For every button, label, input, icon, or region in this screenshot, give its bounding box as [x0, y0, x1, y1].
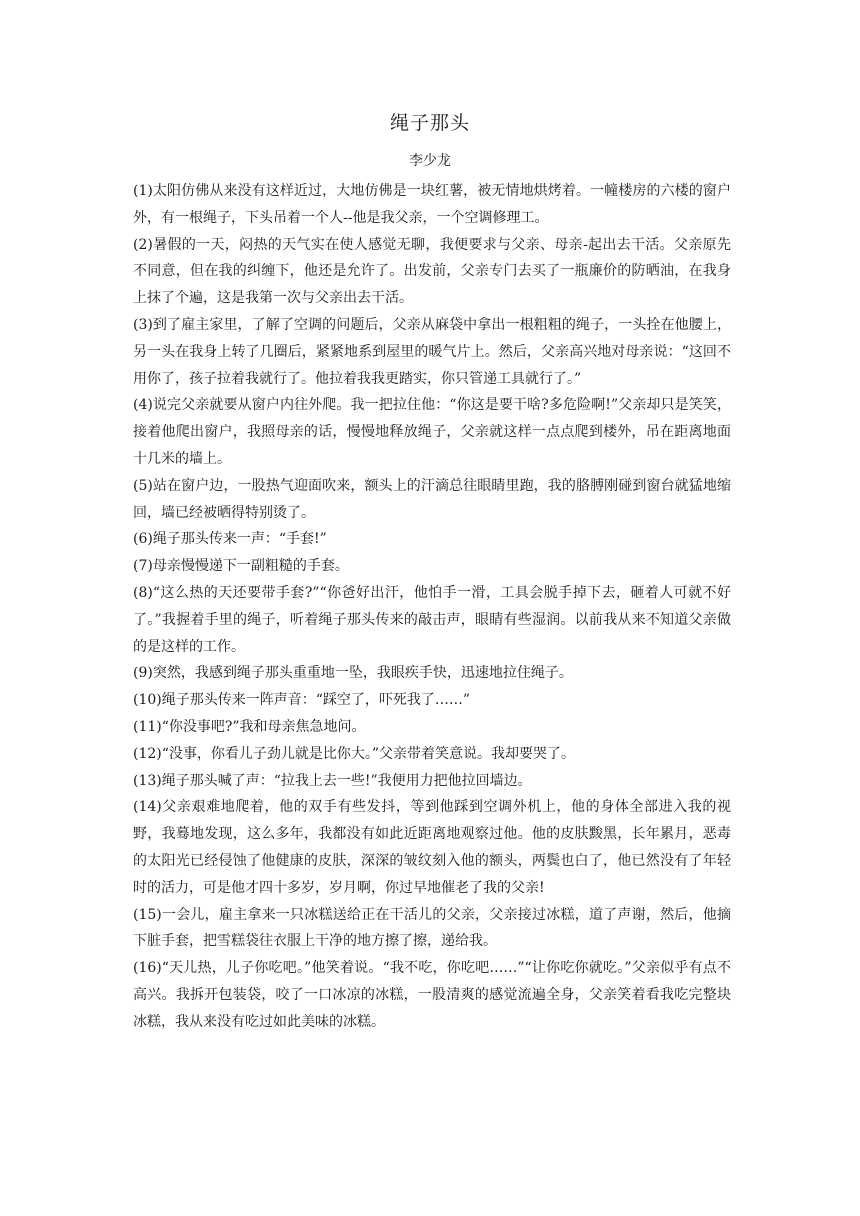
paragraph-14: (14)父亲艰难地爬着，他的双手有些发抖，等到他踩到空调外机上，他的身体全部进入我的视野，我蓦地发现，这么多年，我都没有如此近距离地观察过他。他的皮肤黢黑，长年累月，恶毒的太阳光已经侵蚀了他健康的皮肤，深深的皱纹刻入他的额头，两鬓也白了，他已然没有了年轻时的活力，可是他才四十多岁，岁月啊，你过早地催老了我的父亲! [133, 799, 731, 896]
paragraph-16: (16)“天儿热，儿子你吃吧。”他笑着说。“我不吃，你吃吧……”“让你吃你就吃。”父亲似乎有点不高兴。我拆开包装袋，咬了一口冰凉的冰糕，一股清爽的感觉流遍全身，父亲笑着看我吃完整块冰糕，我从来没有吃过如此美味的冰糕。 [133, 960, 731, 1030]
article-body [133, 178, 731, 1036]
article-author: 李少龙 [409, 153, 451, 169]
paragraph-2: (2)暑假的一天，闷热的天气实在使人感觉无聊，我便要求与父亲、母亲-起出去干活。父亲原先不同意，但在我的纠缠下，他还是允许了。出发前，父亲专门去买了一瓶廉价的防晒油，在我身上抹了个遍，这是我第一次与父亲出去干活。 [133, 236, 731, 307]
paragraph-8: (8)“这么热的天还要带手套?”“你爸好出汗，他怕手一滑，工具会脱手掉下去，砸着人可就不好了。”我握着手里的绳子，听着绳子那头传来的敲击声，眼睛有些湿润。以前我从来不知道父亲做的是这样的工作。 [133, 584, 731, 655]
paragraph-6: (6)绳子那头传来一声：“手套!” [133, 531, 327, 548]
paragraph-15: (15)一会儿，雇主拿来一只冰糕送给正在干活儿的父亲，父亲接过冰糕，道了声谢，然后，他摘下脏手套，把雪糕袋往衣服上干净的地方擦了擦，递给我。 [133, 906, 731, 950]
paragraph-7: (7)母亲慢慢递下一副粗糙的手套。 [133, 558, 349, 575]
paragraph-10: (10)绳子那头传来一阵声音：“踩空了，吓死我了……” [133, 692, 471, 709]
paragraph-4: (4)说完父亲就要从窗户内往外爬。我一把拉住他：“你这是要干啥?多危险啊!”父亲却只是笑笑，接着他爬出窗户，我照母亲的话，慢慢地释放绳子，父亲就这样一点点爬到楼外，吊在距离地面十几米的墙上。 [133, 397, 731, 467]
paragraph-5: (5)站在窗户边，一股热气迎面吹来，额头上的汗滴总往眼睛里跑，我的胳膊刚碰到窗台就猛地缩回，墙已经被晒得特别烫了。 [133, 477, 731, 521]
paragraph-9: (9)突然，我感到绳子那头重重地一坠，我眼疾手快，迅速地拉住绳子。 [133, 665, 573, 682]
article-title: 绳子那头 [389, 112, 470, 134]
paragraph-1: (1)太阳仿佛从来没有这样近过，大地仿佛是一块红薯，被无情地烘烤着。一幢楼房的六楼的窗户外，有一根绳子，下头吊着一个人--他是我父亲，一个空调修理工。 [133, 183, 731, 226]
paragraph-13: (13)绳子那头喊了声：“拉我上去一些!”我便用力把他拉回墙边。 [133, 772, 532, 789]
paragraph-3: (3)到了雇主家里，了解了空调的问题后，父亲从麻袋中拿出一根粗粗的绳子，一头拴在他腰上，另一头在我身上转了几圈后，紧紧地系到屋里的暖气片上。然后，父亲高兴地对母亲说：“这回不用你了，孩子拉着我就行了。他拉着我我更踏实，你只管递工具就行了。” [133, 316, 731, 387]
paragraph-12: (12)“没事，你看儿子劲儿就是比你大。”父亲带着笑意说。我却要哭了。 [133, 745, 576, 762]
paragraph-11: (11)“你没事吧?”我和母亲焦急地问。 [133, 718, 366, 735]
